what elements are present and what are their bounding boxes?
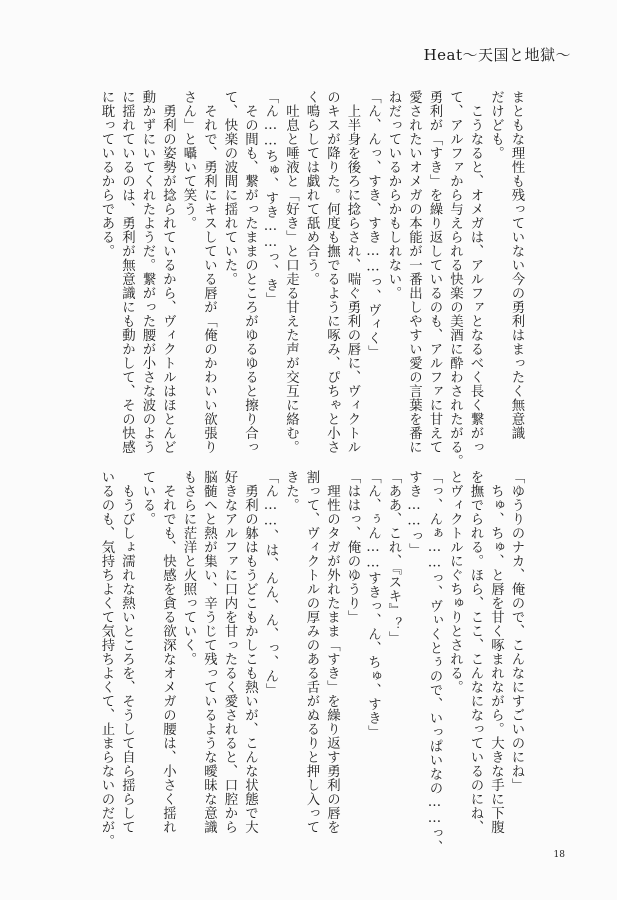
text-column: 「ゆうりのナカ、俺ので、こんなにすごいのにね」 (509, 470, 524, 792)
text-column: 勇利が「すき」を繰り返しているのも、アルファに甘えて (427, 90, 442, 454)
text-column: 勇利の躰はもうどこもかしこも熱いが、こんな状態で大 (242, 470, 258, 834)
text-column: きた。 (283, 470, 299, 512)
text-column: 「ん、んっ、すき、すき……っ、ヴィく」 (365, 90, 381, 360)
text-column: 上半身を後ろに捻らされ、喘ぐ勇利の唇に、ヴィクトル (345, 90, 360, 454)
text-column: いるのも、気持ちよくて気持ちよくて、止まらないのだが。 (99, 470, 114, 848)
text-column: 「ん……、は、んん、ん、っ、ん」 (263, 470, 278, 698)
text-column: とヴィクトルにぐちゅりとされる。 (447, 470, 463, 694)
text-column: て、アルファから与えられる快楽の美酒に酔わされたがる。 (447, 90, 463, 468)
text-column: こうなると、オメガは、アルファとなるべく長く繋がっ (468, 90, 483, 454)
text-column: に揺れているのは、勇利が無意識にも動かして、その快感 (119, 90, 135, 454)
text-column: のキスが降りた。何度も撫でるように啄み、ぴちゃと小さ (324, 90, 340, 454)
text-column: その間も、繋がったままのところがゆるゆると擦り合っ (242, 90, 258, 454)
text-column: 「ははっ、俺のゆうり」 (345, 470, 360, 624)
text-column: 吐息と唾液と「好き」と口走る甘えた声が交互に絡む。 (283, 90, 299, 454)
text-block-top (96, 90, 524, 468)
page-number: 18 (553, 850, 565, 860)
text-column: もうびしょ濡れな熱いところを、そうして自ら揺らして (119, 470, 135, 834)
text-column: もさらに茫洋と火照っていく。 (181, 470, 196, 666)
text-column: 愛されたいオメガの本能が一番出しやすい愛の言葉を番に (406, 90, 422, 454)
text-column: を撫でられる。ほら、ここ、こんなになっているのにね、 (468, 470, 483, 834)
text-column: さん」と囁いて笑う。 (181, 90, 196, 230)
text-column: ている。 (140, 470, 155, 526)
text-column: それで、勇利にキスしている唇が「俺のかわいい欲張り (201, 90, 217, 454)
text-column: 「ああ、これ、『スキ』？」 (386, 470, 401, 646)
text-column: だけども。 (488, 90, 504, 160)
text-column: すき……っ」 (406, 470, 422, 558)
text-column: 脳髄へと熱が集い、辛うじて残っているような曖昧な意識 (201, 470, 217, 834)
text-column: ねだっているからかもしれない。 (386, 90, 401, 300)
text-column: て、快楽の波間に揺れていた。 (222, 90, 237, 286)
text-column: それでも、快感を貪る欲深なオメガの腰は、小さく揺れ (160, 470, 176, 834)
text-column: 「ん……ちゅ、すき……っ、き」 (263, 90, 278, 307)
text-column: 勇利の姿勢が捻られているから、ヴィクトルはほとんど (160, 90, 176, 454)
text-column: 理性のタガが外れたまま「すき」を繰り返す勇利の唇を (324, 470, 340, 834)
text-column: 「っ、んぁ……っ、ヴぃくとぅので、いっぱいなの……っ、 (427, 470, 442, 855)
text-column: 好きなアルファに口内を甘ったるく愛されると、口腔から (222, 470, 237, 834)
text-column: 動かずにいてくれたようだ。繋がった腰が小さな波のよう (140, 90, 155, 454)
text-column: に耽っているからである。 (99, 90, 114, 258)
text-column: 割って、ヴィクトルの厚みのある舌がぬるりと押し入って (304, 470, 319, 834)
running-head-title: Heat〜天国と地獄〜 (423, 46, 571, 64)
text-block-bottom (96, 470, 524, 855)
text-column: ちゅ、ちゅ、と唇を甘く啄まれながら。大きな手に下腹 (488, 470, 504, 834)
text-column: 「ん、ぅん……すきっ、ん、ちゅ、すき」 (365, 470, 381, 740)
text-column: まともな理性も残っていない今の勇利はまったく無意識 (509, 90, 524, 440)
text-column: く鳴らしては戯れて舐め合う。 (304, 90, 319, 286)
